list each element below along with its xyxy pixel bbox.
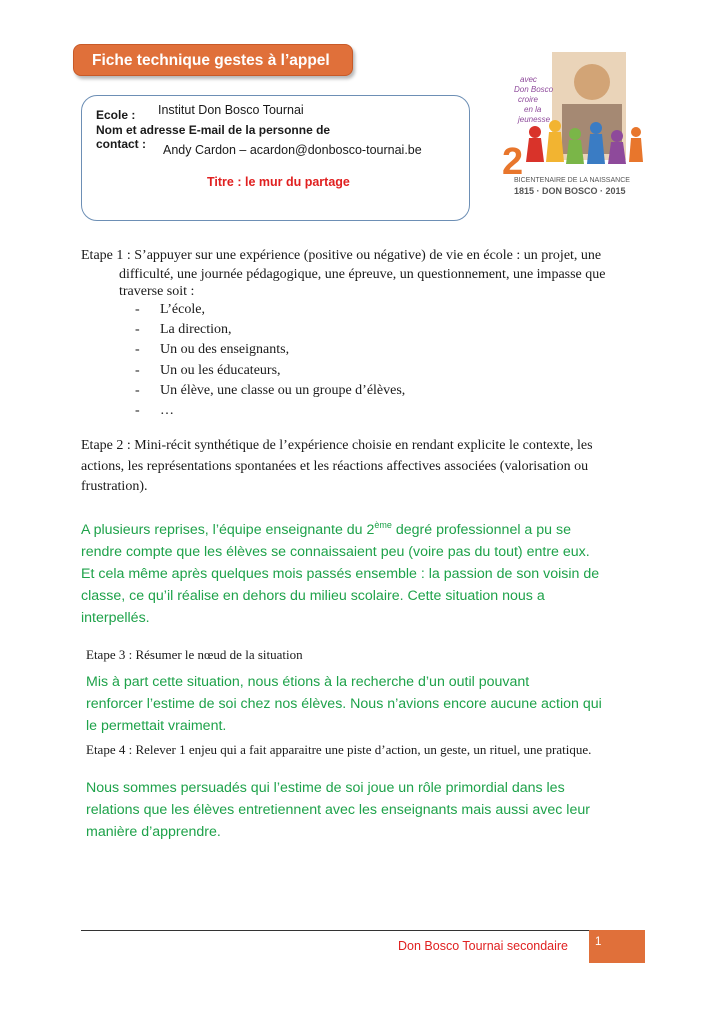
page-title: Fiche technique gestes à l’appel	[92, 52, 330, 69]
etape2-line3: frustration).	[81, 479, 148, 494]
answer2-line5: interpellés.	[81, 610, 150, 626]
etape1-line1: Etape 1 : S’appuyer sur une expérience (positive ou négative) de vie en école : un projet, une	[81, 248, 602, 263]
etape2-line2: actions, les représentations spontanées et les réactions affectives associées (valorisation ou	[81, 459, 589, 474]
page-title-banner	[73, 44, 353, 76]
list-item: - Un ou les éducateurs,	[135, 361, 405, 381]
page-number: 1	[595, 936, 602, 948]
contact-value: Andy Cardon – acardon@donbosco-tournai.be	[163, 143, 422, 157]
logo-numeral: 2	[502, 141, 524, 183]
list-item: - …	[135, 401, 405, 421]
logo-tagline-1: avec	[520, 75, 537, 84]
logo-tagline-4: en la	[524, 105, 542, 114]
answer2-line3: Et cela même après quelques mois passés ensemble : la passion de son voisin de	[81, 566, 600, 582]
etape1-list	[135, 300, 405, 421]
ecole-label: Ecole :	[96, 108, 136, 122]
answer4-line1: Nous sommes persuadés qui l’estime de soi joue un rôle primordial dans les	[86, 780, 565, 796]
list-item: - L’école,	[135, 300, 405, 320]
answer2-line1: A plusieurs reprises, l’équipe enseignante du 2ème degré professionnel a pu se	[81, 520, 571, 538]
school-info-box	[81, 95, 470, 221]
etape3-line1: Etape 3 : Résumer le nœud de la situation	[86, 647, 303, 662]
fiche-title: Titre : le mur du partage	[207, 175, 350, 189]
etape1-line2: difficulté, une journée pédagogique, une épreuve, un questionnement, une impasse que	[119, 267, 606, 282]
list-item: - Un élève, une classe ou un groupe d’élèves,	[135, 381, 405, 401]
etape2-line1: Etape 2 : Mini-récit synthétique de l’expérience choisie en rendant explicite le contexte, les	[81, 438, 593, 453]
logo-tagline-5: jeunesse	[518, 115, 551, 124]
logo-caption: BICENTENAIRE DE LA NAISSANCE	[514, 177, 630, 184]
logo-years: 1815 · DON BOSCO · 2015	[514, 186, 626, 196]
list-item: - La direction,	[135, 320, 405, 340]
answer4-line3: manière d’apprendre.	[86, 824, 221, 840]
page-number-box	[589, 930, 645, 963]
list-item: - Un ou des enseignants,	[135, 340, 405, 360]
answer3-line1: Mis à part cette situation, nous étions à la recherche d’un outil pouvant	[86, 674, 530, 690]
etape4-line1: Etape 4 : Relever 1 enjeu qui a fait apparaitre une piste d’action, un geste, un rituel, une pratique.	[86, 742, 592, 757]
answer3-line3: le permettait vraiment.	[86, 718, 227, 734]
contact-label-line1: Nom et adresse E-mail de la personne de	[96, 123, 331, 137]
logo-tagline-2: Don Bosco	[514, 85, 554, 94]
bicentenary-logo	[500, 52, 650, 200]
etape1-line3: traverse soit :	[119, 284, 195, 299]
logo-tagline-3: croire	[518, 95, 539, 104]
answer3-line2: renforcer l’estime de soi chez nos élèves. Nous n’avions encore aucune action qui	[86, 696, 602, 712]
contact-label-line2: contact :	[96, 137, 147, 151]
ecole-value: Institut Don Bosco Tournai	[158, 103, 304, 117]
answer2-line2: rendre compte que les élèves se connaissaient peu (voire pas du tout) entre eux.	[81, 544, 590, 560]
answer4-line2: relations que les élèves entretiennent avec les enseignants mais aussi avec leur	[86, 802, 590, 818]
footer-school: Don Bosco Tournai secondaire	[398, 939, 569, 953]
footer-divider	[81, 930, 589, 931]
answer2-line4: classe, ce qu’il réalise en dehors du milieu scolaire. Cette situation nous a	[81, 588, 545, 604]
